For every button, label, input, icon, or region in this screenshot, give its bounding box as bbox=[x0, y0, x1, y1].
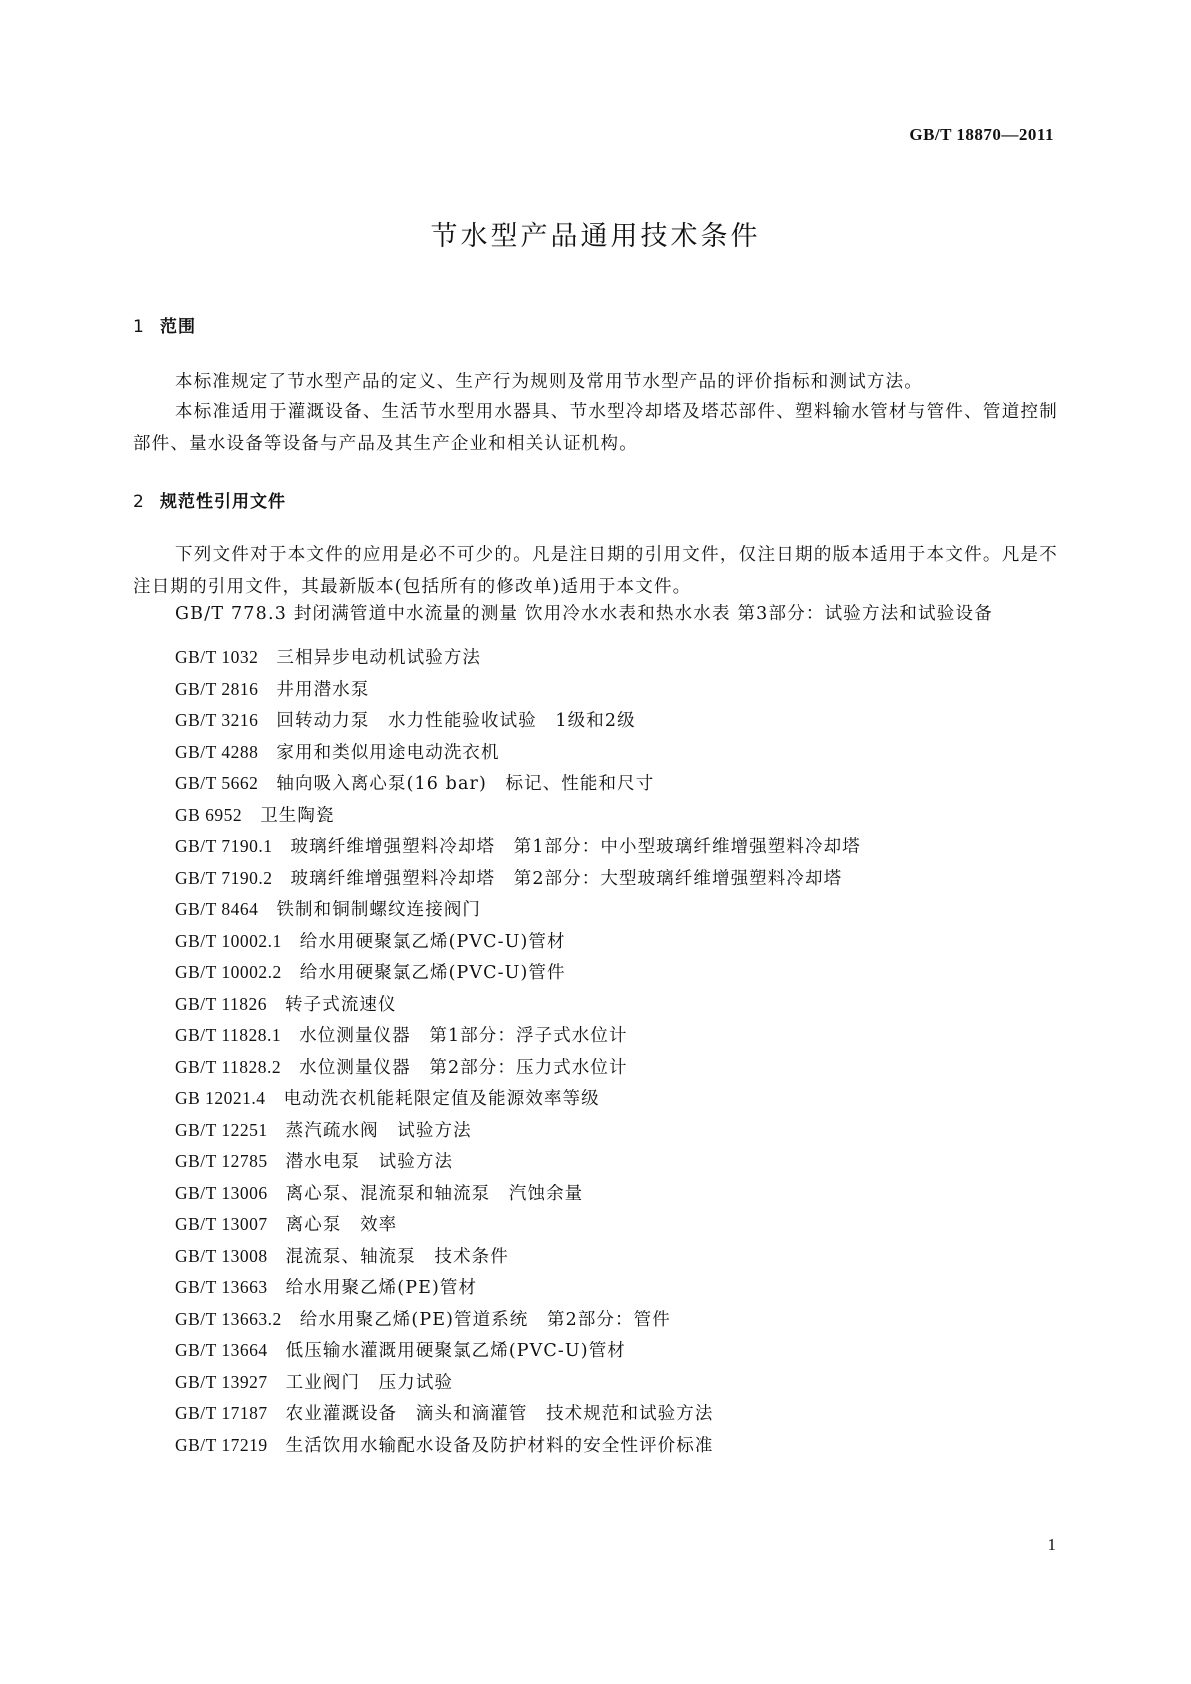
section-title: 范围 bbox=[160, 317, 196, 337]
reference-code: GB/T 13663 bbox=[175, 1277, 268, 1297]
reference-title: 生活饮用水输配水设备及防护材料的安全性评价标准 bbox=[285, 1435, 714, 1456]
reference-title: 给水用硬聚氯乙烯(PVC-U)管材 bbox=[299, 931, 566, 952]
scope-paragraph: 本标准规定了节水型产品的定义、生产行为规则及常用节水型产品的评价指标和测试方法。 bbox=[175, 372, 923, 392]
reference-title: 卫生陶瓷 bbox=[260, 805, 335, 826]
reference-item bbox=[175, 1020, 1058, 1052]
reference-code: GB/T 2816 bbox=[175, 678, 259, 699]
reference-title: 给水用聚乙烯(PE)管材 bbox=[285, 1278, 478, 1298]
reference-title: 水位测量仪器 第1部分：浮子式水位计 bbox=[299, 1026, 628, 1046]
reference-item bbox=[175, 1304, 1058, 1336]
reference-title: 离心泵、混流泵和轴流泵 汽蚀余量 bbox=[285, 1183, 584, 1204]
reference-title: 转子式流速仪 bbox=[285, 994, 397, 1015]
reference-title: 井用潜水泵 bbox=[276, 679, 370, 700]
reference-title: 电动洗衣机能耗限定值及能源效率等级 bbox=[283, 1089, 600, 1109]
reference-code: GB/T 7190.2 bbox=[175, 867, 273, 888]
reference-title: 离心泵 效率 bbox=[285, 1215, 398, 1235]
reference-code: GB/T 5662 bbox=[175, 773, 259, 793]
reference-title: 铁制和铜制螺纹连接阀门 bbox=[276, 900, 482, 920]
reference-code: GB 6952 bbox=[175, 804, 243, 825]
reference-title: 玻璃纤维增强塑料冷却塔 第1部分：中小型玻璃纤维增强塑料冷却塔 bbox=[290, 837, 861, 857]
reference-code: GB/T 13664 bbox=[175, 1340, 268, 1360]
reference-code: GB/T 10002.1 bbox=[175, 930, 282, 951]
reference-code: GB/T 13008 bbox=[175, 1245, 268, 1266]
reference-item bbox=[175, 1052, 1058, 1084]
reference-code: GB/T 8464 bbox=[175, 899, 259, 919]
reference-item bbox=[175, 1367, 1058, 1399]
reference-code: GB/T 10002.2 bbox=[175, 962, 282, 982]
reference-code: GB/T 4288 bbox=[175, 741, 259, 762]
reference-title: 家用和类似用途电动洗衣机 bbox=[276, 742, 500, 763]
section-number: 2 bbox=[133, 492, 145, 512]
reference-code: GB/T 17187 bbox=[175, 1403, 268, 1423]
reference-code: GB/T 13006 bbox=[175, 1182, 268, 1203]
reference-title: 给水用硬聚氯乙烯(PVC-U)管件 bbox=[299, 963, 566, 983]
reference-item bbox=[175, 705, 1058, 737]
document-title: 节水型产品通用技术条件 bbox=[430, 221, 761, 252]
reference-item bbox=[175, 1083, 1058, 1115]
reference-item bbox=[175, 1115, 1058, 1147]
reference-title: 玻璃纤维增强塑料冷却塔 第2部分：大型玻璃纤维增强塑料冷却塔 bbox=[290, 868, 843, 889]
reference-item bbox=[175, 1146, 1058, 1178]
reference-item bbox=[175, 1241, 1058, 1273]
reference-item bbox=[175, 642, 1058, 674]
reference-item bbox=[175, 800, 1058, 832]
reference-item bbox=[175, 989, 1058, 1021]
section-heading-normative-references bbox=[133, 487, 286, 512]
reference-code: GB/T 17219 bbox=[175, 1434, 268, 1455]
reference-code: GB/T 11826 bbox=[175, 993, 268, 1014]
reference-code: GB/T 13663.2 bbox=[175, 1308, 282, 1329]
reference-item bbox=[175, 894, 1058, 926]
reference-item bbox=[175, 1335, 1058, 1367]
reference-code: GB/T 3216 bbox=[175, 710, 259, 730]
reference-title: 水位测量仪器 第2部分：压力式水位计 bbox=[299, 1057, 628, 1078]
reference-title: 回转动力泵 水力性能验收试验 1级和2级 bbox=[276, 711, 636, 731]
reference-title: 混流泵、轴流泵 技术条件 bbox=[285, 1246, 509, 1267]
reference-code: GB/T 13927 bbox=[175, 1371, 268, 1392]
reference-title: 给水用聚乙烯(PE)管道系统 第2部分：管件 bbox=[299, 1309, 671, 1330]
scope-paragraph: 本标准适用于灌溉设备、生活节水型用水器具、节水型冷却塔及塔芯部件、塑料输水管材与管件、管道控制部件、量水设备等设备与产品及其生产企业和相关认证机构。 bbox=[133, 402, 1058, 454]
references-intro-paragraph: 下列文件对于本文件的应用是必不可少的。凡是注日期的引用文件，仅注日期的版本适用于本文件。凡是不注日期的引用文件，其最新版本(包括所有的修改单)适用于本文件。 bbox=[133, 545, 1058, 597]
reference-item bbox=[175, 737, 1058, 769]
reference-item bbox=[175, 957, 1058, 989]
section-title: 规范性引用文件 bbox=[160, 492, 286, 512]
reference-item bbox=[175, 1430, 1058, 1462]
reference-code: GB/T 1032 bbox=[175, 647, 259, 667]
reference-item bbox=[175, 674, 1058, 706]
reference-code: GB/T 11828.2 bbox=[175, 1056, 282, 1077]
reference-item bbox=[175, 768, 1058, 800]
section-number: 1 bbox=[133, 317, 145, 337]
reference-code: GB/T 12251 bbox=[175, 1119, 268, 1140]
reference-title: 轴向吸入离心泵(16 bar) 标记、性能和尺寸 bbox=[276, 774, 655, 794]
reference-title: 三相异步电动机试验方法 bbox=[276, 648, 482, 668]
reference-code: GB/T 7190.1 bbox=[175, 836, 273, 856]
reference-code: GB/T 11828.1 bbox=[175, 1025, 282, 1045]
reference-item bbox=[175, 926, 1058, 958]
reference-item bbox=[175, 1398, 1058, 1430]
reference-code: GB/T 13007 bbox=[175, 1214, 268, 1234]
reference-code: GB 12021.4 bbox=[175, 1088, 266, 1108]
reference-item bbox=[175, 1272, 1058, 1304]
reference-item bbox=[175, 1178, 1058, 1210]
reference-title: 蒸汽疏水阀 试验方法 bbox=[285, 1120, 472, 1141]
reference-list bbox=[175, 642, 1058, 1461]
reference-item bbox=[175, 1209, 1058, 1241]
page-number: 1 bbox=[1047, 1535, 1056, 1554]
reference-title: 低压输水灌溉用硬聚氯乙烯(PVC-U)管材 bbox=[285, 1341, 626, 1361]
reference-title: 工业阀门 压力试验 bbox=[285, 1372, 454, 1393]
reference-item-wrapped: GB/T 778.3 封闭满管道中水流量的测量 饮用冷水水表和热水水表 第3部分：试验方法和试验设备 bbox=[175, 604, 993, 624]
reference-item bbox=[175, 831, 1058, 863]
reference-code: GB/T 12785 bbox=[175, 1151, 268, 1171]
reference-title: 潜水电泵 试验方法 bbox=[285, 1152, 454, 1172]
reference-title: 农业灌溉设备 滴头和滴灌管 技术规范和试验方法 bbox=[285, 1404, 714, 1424]
section-heading-scope bbox=[133, 312, 196, 337]
reference-item bbox=[175, 863, 1058, 895]
standard-code: GB/T 18870—2011 bbox=[909, 125, 1054, 144]
